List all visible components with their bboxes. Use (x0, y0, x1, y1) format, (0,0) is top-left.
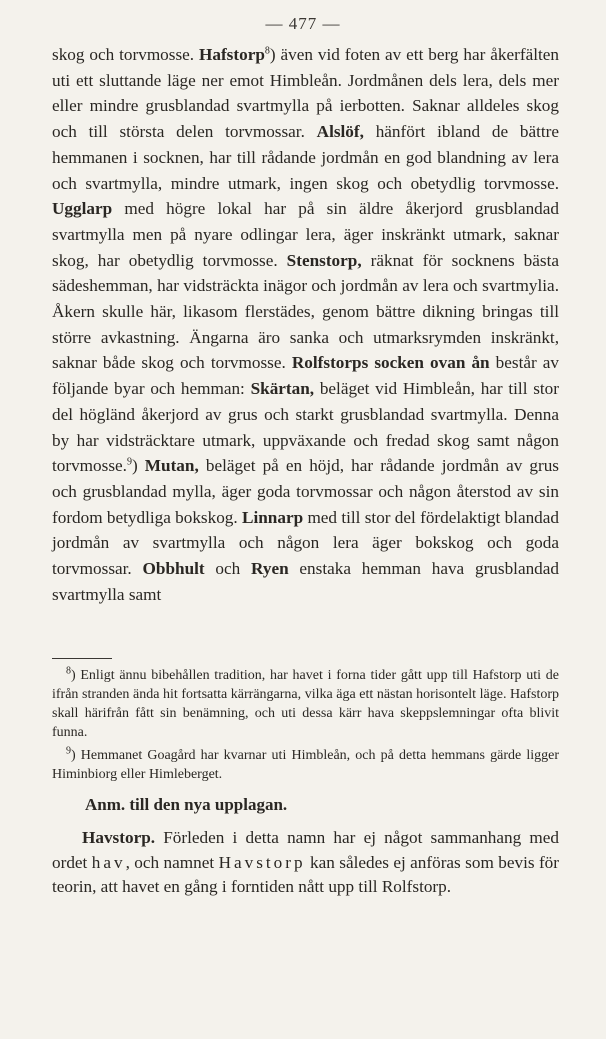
footnote-mark: 9 (66, 745, 71, 757)
text-segment: hänfört ibland de bättre hemmanen i socknen, har till rådande jordmån en god blandning av lera och svartmylla, mindre utmark, ingen skog och obetydlig torvmosse. (52, 122, 559, 193)
place-name-skartan: Skärtan, (250, 379, 315, 399)
main-paragraph (52, 42, 559, 607)
text-segment: ) även vid foten av ett berg har åkerfälten uti ett sluttande läge ner emot Himbleån. Jordmånen dels lera, dels mer eller mindre grusblandad svartmylla på ierbotten. Saknar alldeles skog och till största delen torvmossar. (52, 45, 559, 142)
main-body-text (52, 42, 559, 607)
place-name-hafstorp: Hafstorp (199, 45, 265, 64)
text-segment: består av följande byar och hemman: (52, 353, 559, 399)
footnote-text: ) Hemmanet Goagård har kvarnar uti Himbleån, och på detta hemmans gärde ligger Himinbiorg eller Himleberget. (52, 748, 559, 782)
place-name-obbhult: Obbhult (142, 559, 205, 579)
footnote-text: ) Enligt ännu bibehållen tradition, har havet i forna tider gått upp till Hafstorp uti de ifrån stranden ända hit fortsatta kärrängarna, vilka äga ett nästan horisontelt läge. Hafstorp skall härifrån fått sin benämning, och uti dessa kärr hava skeppslemningar ofta blivit funna. (52, 668, 559, 740)
annotation-heading: Anm. till den nya upplagan. (85, 795, 288, 814)
text-segment: med högre lokal har på sin äldre åkerjord grusblandad svartmylla men på nyare odlingar lera, äger inskränkt utmark, saknar skog, har obetydlig torvmosse. (52, 199, 559, 270)
footnote-mark: 8 (66, 665, 71, 677)
text-segment: beläget vid Himbleån, har till stor del högländ åkerjord av grus och starkt grusblandad svartmylla. Denna by har vidsträcktare utmark, uppväxande och fredad skog samt någon torvmosse. (52, 379, 559, 476)
place-name-ryen: Ryen (251, 559, 289, 579)
text-segment: räknat för socknens bästa sädeshemman, har vidsträckta inägor och jordmån av lera och svartmylia. Åkern skulle här, likasom flerstädes, genom bättre dikning bringas till större avkastning. Ängarna äro sanka och utmarksrymden inskränkt, saknar både skog och torvmosse. (52, 250, 559, 373)
text-segment: med till stor del fördelaktigt blandad jordmån av svartmylla och någon lera äger bokskog och goda torvmossar. (52, 507, 559, 579)
footnote-8 (52, 666, 559, 742)
text-segment: beläget på en höjd, har rådande jordmån av grus och grusblandad mylla, äger goda torvmossar och någon återstod av sin fordom betydliga bokskog. (52, 456, 559, 527)
word-havstorp-spaced: Havstorp (218, 852, 306, 872)
text-segment: ) (131, 456, 145, 476)
footnotes (52, 666, 559, 784)
place-name-ugglarp: Ugglarp (52, 199, 113, 219)
annotation-body (52, 826, 559, 900)
text-segment: enstaka hemman hava grusblandad svartmylla samt (52, 559, 559, 604)
place-name-stenstorp: Stenstorp, (286, 250, 362, 270)
text-segment: skog och torvmosse. (52, 45, 199, 64)
text-segment: , och namnet (125, 852, 219, 872)
footnote-ref-9[interactable]: 9 (126, 456, 132, 468)
word-hav-spaced: hav (91, 852, 126, 872)
place-name-linnarp: Linnarp (242, 507, 304, 527)
footnote-9 (52, 746, 559, 784)
page-number: — 477 — (265, 14, 341, 33)
place-name-alslof: Alslöf, (316, 122, 364, 142)
footnote-divider (52, 658, 112, 659)
place-name-mutan: Mutan, (144, 456, 199, 476)
section-title-rolfstorps-socken: Rolfstorps socken ovan ån (291, 353, 490, 373)
text-segment: och (204, 559, 252, 579)
text-segment: kan således ej anföras som bevis för teorin, att havet en gång i forntiden nått upp till Rolfstorp. (52, 852, 560, 896)
text-segment: Förleden i detta namn har ej något sammanhang med ordet (52, 828, 559, 872)
annotation-paragraph (52, 826, 559, 900)
footnote-ref-8[interactable]: 8 (264, 45, 270, 57)
term-havstorp: Havstorp. (82, 828, 156, 847)
